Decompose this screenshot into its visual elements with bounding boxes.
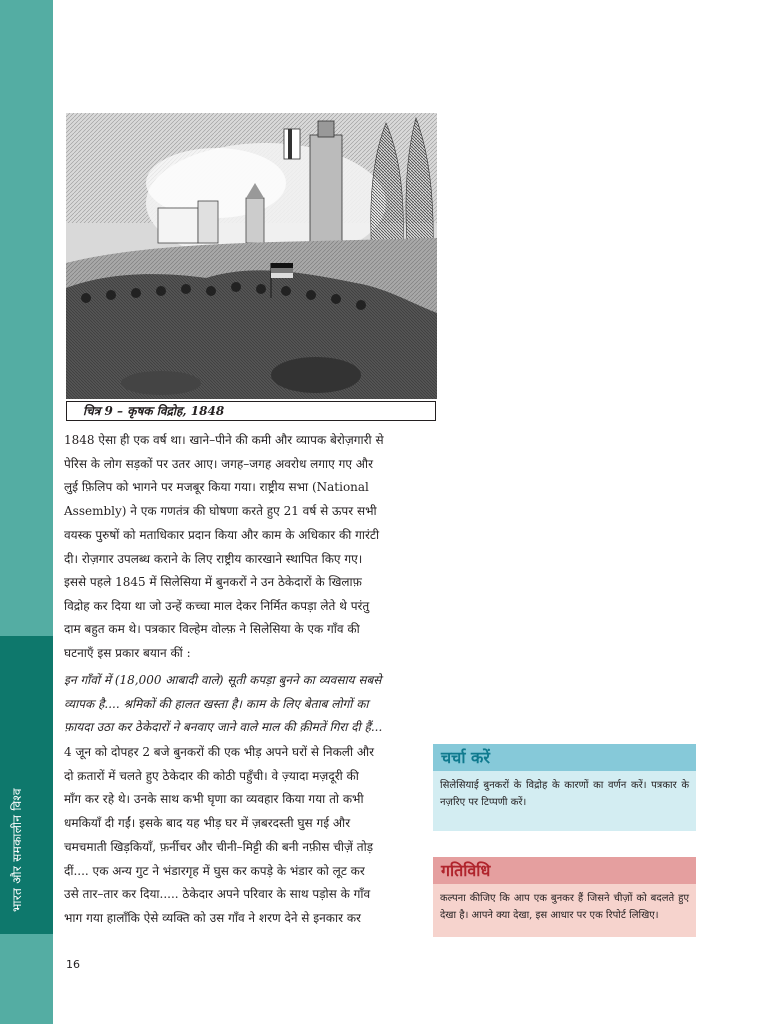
text-line: Assembly) ने एक गणतंत्र की घोषणा करते हुए 21 वर्ष से ऊपर सभी [64,504,377,519]
text-line: दीं.... एक अन्य गुट ने भंडारगृह में घुस कर कपड़े के भंडार को लूट कर [64,863,365,878]
engraving-illustration [66,113,437,399]
text-line: लुई फ़िलिप को भागने पर मजबूर किया गया। राष्ट्रीय सभा (National [64,480,369,495]
text-line: पेरिस के लोग सड़कों पर उतर आए। जगह–जगह अवरोध लगाए गए और [64,456,373,471]
text-line: व्यापक है.... श्रमिकों की हालत खस्ता है। काम के लिए बेताब लोगों का [64,696,369,711]
figure-caption: चित्र 9 – कृषक विद्रोह, 1848 [66,401,436,421]
paragraph-1848 [64,429,418,571]
side-book-title: भारत और समकालीन विश्व [10,788,24,912]
text-line: विद्रोह कर दिया था जो उन्हें कच्चा माल देकर निर्मित कपड़ा लेते थे परंतु [64,598,370,613]
paragraph-silesia [64,571,418,666]
text-line: फ़ायदा उठा कर ठेकेदारों ने बनवाए जाने वाले माल की क़ीमतें गिरा दी हैं... [64,720,383,735]
text-line: चमचमाती खिड़कियाँ, फ़र्नीचर और चीनी–मिट्टी की बनी नफ़ीस चीज़ें तोड़ [64,839,374,854]
activity-box [433,857,696,937]
activity-box-text: कल्पना कीजिए कि आप एक बुनकर हैं जिसने चीज़ों को बदलते हुए देखा है। आपने क्या देखा, इस आधार पर एक रिपोर्ट लिखिए। [433,884,696,937]
page-number: 16 [66,958,80,971]
side-bar-top [0,0,53,636]
text-line: दाम बहुत कम थे। पत्रकार विल्हेम वोल्फ़ ने सिलेसिया के एक गाँव की [64,622,360,637]
text-line: वयस्क पुरुषों को मताधिकार प्रदान किया और काम के अधिकार की गारंटी [64,527,380,542]
paragraph-june [64,741,418,931]
text-line: 1848 ऐसा ही एक वर्ष था। खाने–पीने की कमी और व्यापक बेरोज़गारी से [64,433,384,447]
text-line: दी। रोज़गार उपलब्ध कराने के लिए राष्ट्रीय कारखाने स्थापित किए गए। [64,551,363,566]
discuss-box-title: चर्चा करें [433,744,696,771]
text-line: इससे पहले 1845 में सिलेसिया में बुनकरों ने उन ठेकेदारों के खिलाफ़ [64,575,362,589]
side-bar-bottom [0,934,53,1024]
text-line: धमकियाँ दी गईं। इसके बाद यह भीड़ घर में ज़बरदस्ती घुस गई और [64,816,351,831]
figure-engraving [66,113,437,399]
activity-box-title: गतिविधि [433,857,696,884]
discuss-box-text: सिलेसियाई बुनकरों के विद्रोह के कारणों का वर्णन करें। पत्रकार के नज़रिए पर टिप्पणी करें। [433,771,696,831]
paragraph-quote [64,669,418,740]
text-line: दो क़तारों में चलते हुए ठेकेदार की कोठी पहुँची। वे ज़्यादा मज़दूरी की [64,768,359,783]
text-line: भाग गया हालाँकि ऐसे व्यक्ति को उस गाँव ने शरण देने से इनकार कर [64,910,361,925]
text-line: घटनाएँ इस प्रकार बयान कीं : [64,646,191,661]
text-line: 4 जून को दोपहर 2 बजे बुनकरों की एक भीड़ अपने घरों से निकली और [64,745,375,759]
text-line: इन गाँवों में (18,000 आबादी वाले) सूती कपड़ा बुनने का व्यवसाय सबसे [64,673,382,687]
text-line: माँग कर रहे थे। उनके साथ कभी घृणा का व्यवहार किया गया तो कभी [64,792,364,807]
text-line: उसे तार–तार कर दिया..... ठेकेदार अपने परिवार के साथ पड़ोस के गाँव [64,887,371,902]
discuss-box [433,744,696,831]
